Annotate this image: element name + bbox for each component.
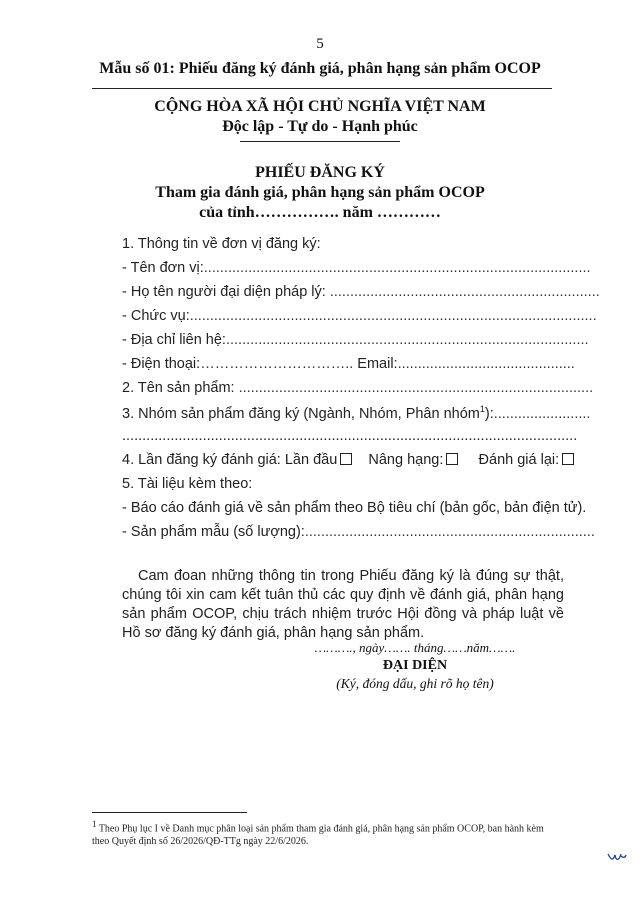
product-group-label-end: ): xyxy=(484,405,494,422)
sample-line xyxy=(122,524,595,540)
position-label: - Chức vụ: xyxy=(122,308,190,324)
registration-type-line xyxy=(122,452,562,468)
sample-field[interactable]: ........................................................................ xyxy=(304,524,595,540)
footnote xyxy=(92,818,562,848)
motto-underline xyxy=(240,141,400,142)
representative-field[interactable]: ................................................................... xyxy=(329,284,600,300)
document-subtitle-province-year: của tỉnh……………. năm ………… xyxy=(199,204,441,221)
product-name-field[interactable]: ........................................................................................ xyxy=(238,380,594,396)
email-label: Email: xyxy=(353,356,398,372)
signature-instructions: (Ký, đóng dấu, ghi rõ họ tên) xyxy=(336,676,494,691)
product-group-field-continued[interactable]: ................................................................................................................. xyxy=(122,428,578,444)
product-name-line xyxy=(122,380,594,396)
document-subtitle: Tham gia đánh giá, phân hạng sản phẩm OCOP xyxy=(155,184,485,201)
phone-field[interactable]: ………………………….. xyxy=(200,356,354,372)
footnote-ref: 1 xyxy=(479,404,485,414)
upgrade-label: Nâng hạng: xyxy=(368,452,444,468)
reevaluation-label: Đánh giá lại: xyxy=(478,452,560,468)
header-divider xyxy=(92,88,552,89)
product-name-label: 2. Tên sản phẩm: xyxy=(122,380,235,396)
unit-name-field[interactable]: ................................................................................................ xyxy=(203,260,591,276)
first-time-checkbox[interactable] xyxy=(340,453,352,465)
address-line xyxy=(122,332,589,348)
national-motto: Độc lập - Tự do - Hạnh phúc xyxy=(222,118,418,135)
address-field[interactable]: .......................................................................................... xyxy=(225,332,589,348)
sample-label: - Sản phẩm mẫu (số lượng): xyxy=(122,524,305,540)
signature-title: ĐẠI DIỆN xyxy=(382,658,448,673)
email-field[interactable]: ............................................ xyxy=(397,356,575,372)
registration-type-label: 4. Lần đăng ký đánh giá: Lần đầu xyxy=(122,452,338,468)
section-5-heading: 5. Tài liệu kèm theo: xyxy=(122,476,253,492)
product-group-line xyxy=(122,404,591,422)
unit-name-line xyxy=(122,260,591,276)
position-line xyxy=(122,308,597,324)
national-title: CỘNG HÒA XÃ HỘI CHỦ NGHĨA VIỆT NAM xyxy=(154,98,486,115)
page-number: 5 xyxy=(316,36,324,52)
upgrade-checkbox[interactable] xyxy=(446,453,458,465)
footnote-marker: 1 xyxy=(92,819,97,829)
footnote-divider xyxy=(92,812,247,813)
position-field[interactable]: ..................................................................................................... xyxy=(189,308,597,324)
representative-label: - Họ tên người đại diện pháp lý: xyxy=(122,284,326,300)
document-title: PHIẾU ĐĂNG KÝ xyxy=(255,164,385,181)
product-group-field[interactable]: ........................ xyxy=(493,405,591,422)
pledge-text: Cam đoan những thông tin trong Phiếu đăng ký là đúng sự thật, chúng tôi xin cam kết tuân thủ các quy định về đánh giá, phân hạng sản phẩm OCOP, chịu trách nhiệm trước Hội đồng và pháp luật về Hồ sơ đăng ký đánh giá, phân hạng sản phẩm. xyxy=(122,568,564,641)
phone-label: - Điện thoại: xyxy=(122,356,201,372)
reevaluation-checkbox[interactable] xyxy=(562,453,574,465)
initials-mark-icon xyxy=(606,848,628,869)
representative-line xyxy=(122,284,600,300)
attachment-report: - Báo cáo đánh giá về sản phẩm theo Bộ tiêu chí (bản gốc, bản điện tử). xyxy=(122,500,587,516)
form-title: Mẫu số 01: Phiếu đăng ký đánh giá, phân hạng sản phẩm OCOP xyxy=(99,60,541,77)
signature-date-line: ………., ngày……. tháng……năm……. xyxy=(314,640,516,655)
pledge-paragraph xyxy=(122,548,564,643)
phone-email-line xyxy=(122,356,575,372)
footnote-text: Theo Phụ lục I về Danh mục phân loại sản phẩm tham gia đánh giá, phân hạng sản phẩm OCOP, ban hành kèm theo Quyết định số 26/2026/QĐ-TTg ngày 22/6/2026. xyxy=(92,823,544,848)
product-group-label: 3. Nhóm sản phẩm đăng ký (Ngành, Nhóm, Phân nhóm xyxy=(122,405,480,422)
section-1-heading: 1. Thông tin về đơn vị đăng ký: xyxy=(122,236,321,252)
address-label: - Địa chỉ liên hệ: xyxy=(122,332,226,348)
unit-name-label: - Tên đơn vị: xyxy=(122,260,204,276)
